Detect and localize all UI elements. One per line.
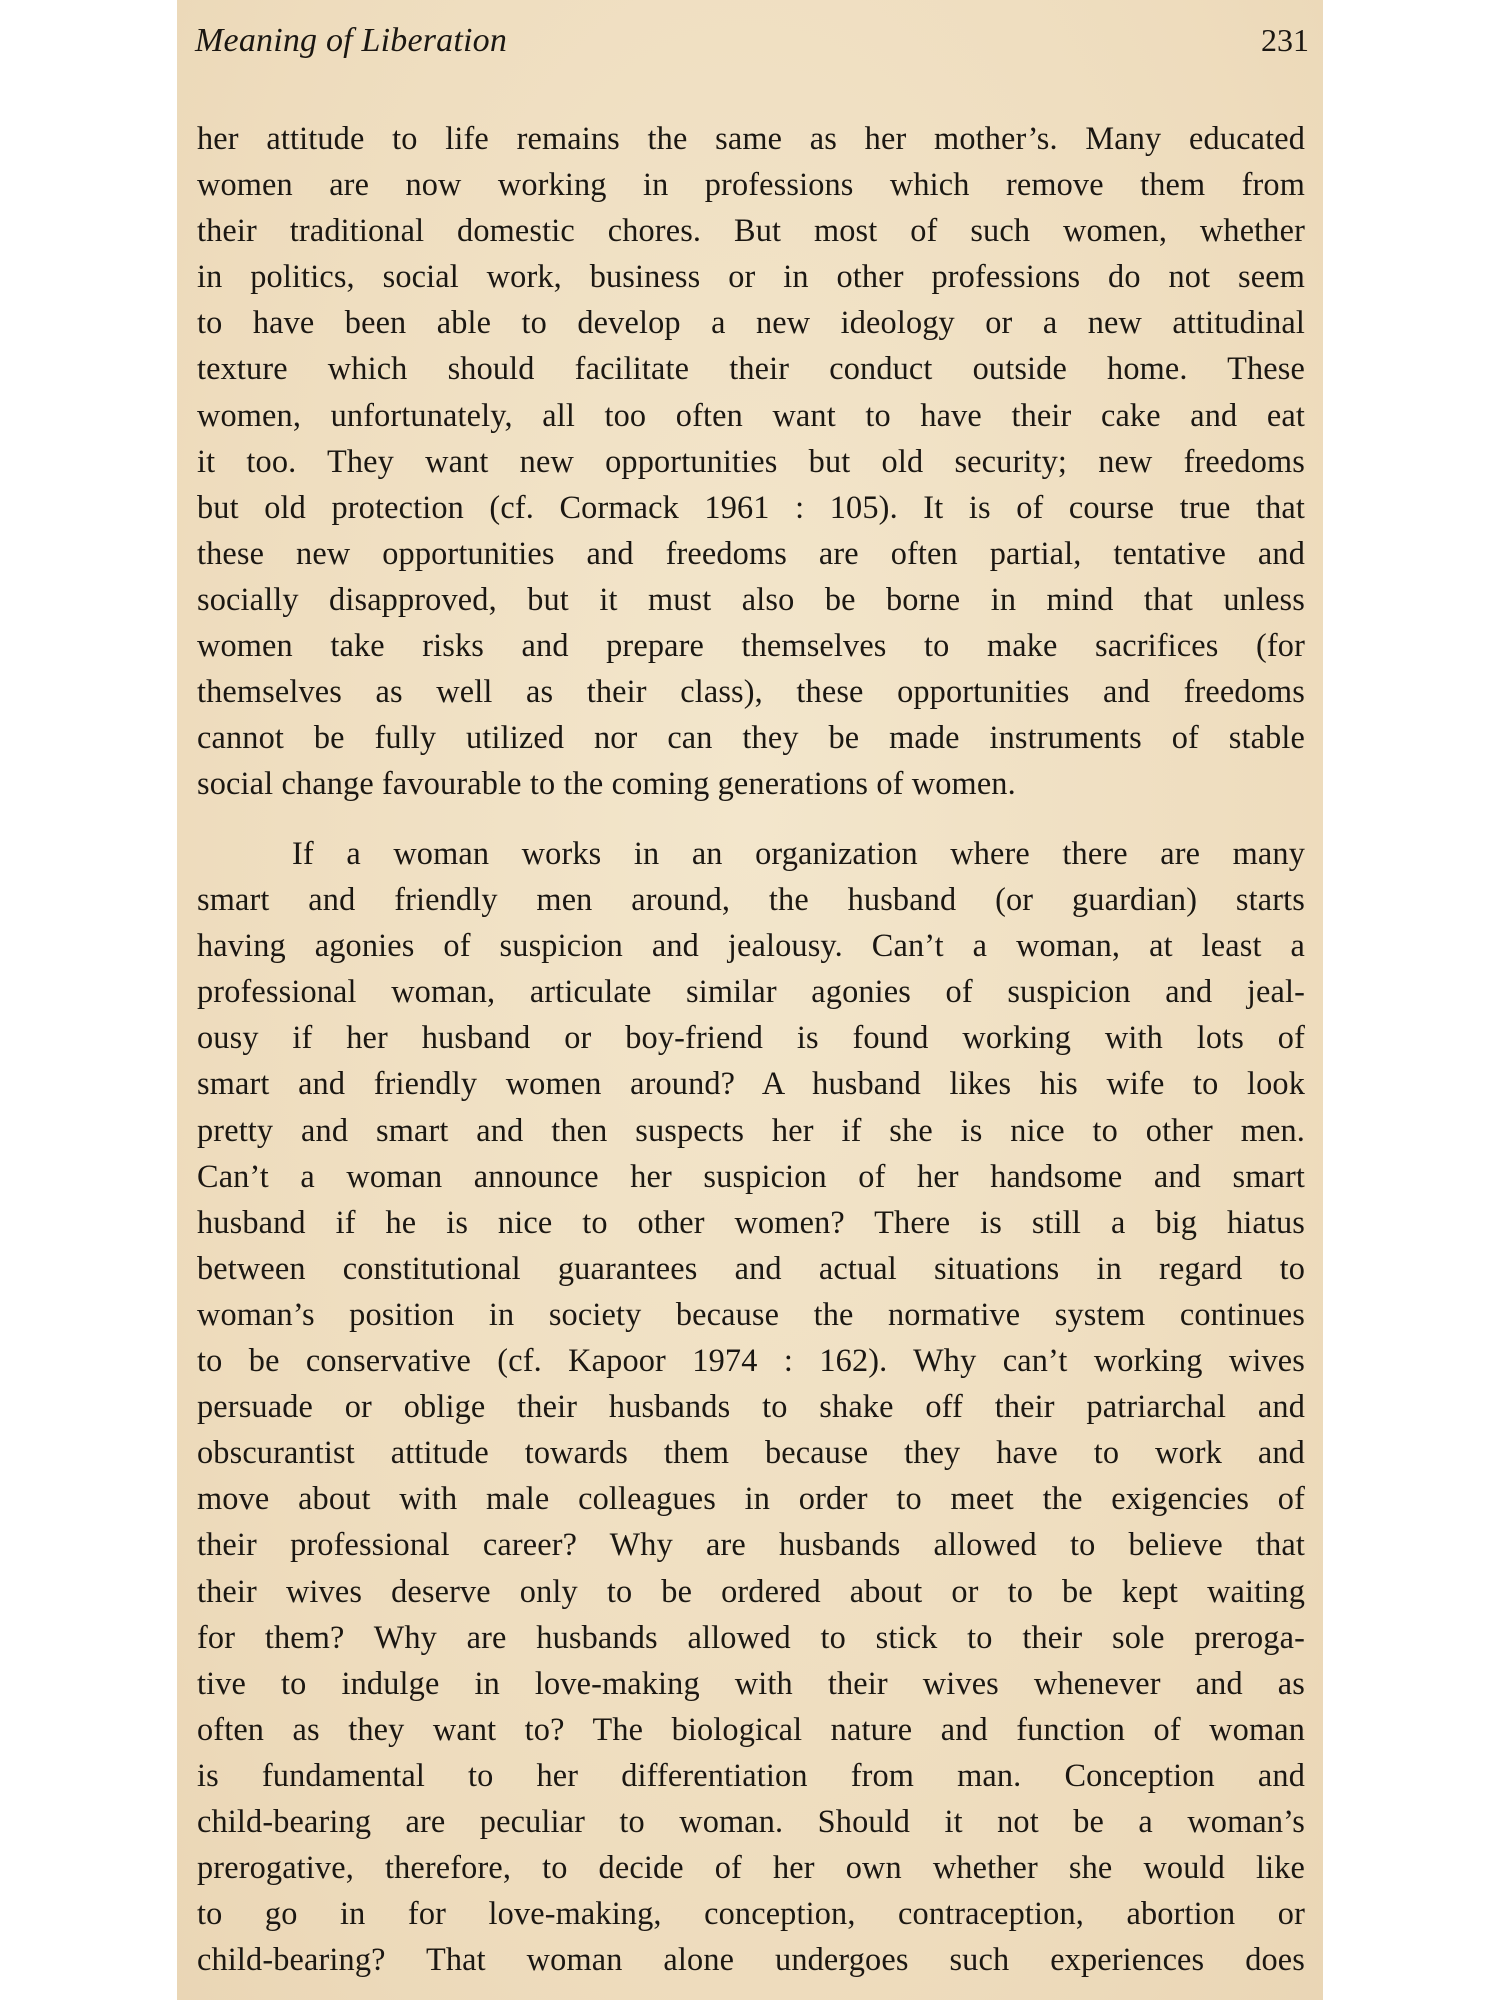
text-line: professional woman, articulate similar agonies of suspicion and jeal- — [197, 973, 1305, 1010]
text-line: often as they want to? The biological nature and function of woman — [197, 1710, 1305, 1747]
text-line: texture which should facilitate their conduct outside home. These — [197, 350, 1305, 387]
text-line: smart and friendly women around? A husband likes his wife to look — [197, 1065, 1305, 1102]
text-line: child-bearing are peculiar to woman. Should it not be a woman’s — [197, 1802, 1305, 1839]
text-line: women take risks and prepare themselves to make sacrifices (for — [197, 627, 1305, 664]
text-line: prerogative, therefore, to decide of her own whether she would like — [197, 1849, 1305, 1886]
text-line: to be conservative (cf. Kapoor 1974 : 162). Why can’t working wives — [197, 1342, 1305, 1379]
paragraph-2 — [197, 830, 1305, 1982]
text-line: is fundamental to her differentiation from man. Conception and — [197, 1756, 1305, 1793]
text-line: these new opportunities and freedoms are often partial, tentative and — [197, 534, 1305, 571]
text-line: their wives deserve only to be ordered about or to be kept waiting — [197, 1572, 1305, 1609]
text-line: pretty and smart and then suspects her if she is nice to other men. — [197, 1111, 1305, 1148]
text-line: themselves as well as their class), these opportunities and freedoms — [197, 673, 1305, 710]
text-line: women, unfortunately, all too often want to have their cake and eat — [197, 396, 1305, 433]
text-line: ousy if her husband or boy-friend is found working with lots of — [197, 1019, 1305, 1056]
paragraph-1 — [197, 115, 1305, 806]
text-line: child-bearing? That woman alone undergoes such experiences does — [197, 1941, 1305, 1978]
text-line: for them? Why are husbands allowed to stick to their sole preroga- — [197, 1618, 1305, 1655]
book-page — [177, 0, 1323, 2000]
text-line: tive to indulge in love-making with their wives whenever and as — [197, 1664, 1305, 1701]
text-line: women are now working in professions which remove them from — [197, 166, 1305, 203]
page-number: 231 — [1261, 22, 1309, 58]
text-line: Can’t a woman announce her suspicion of her handsome and smart — [197, 1157, 1305, 1194]
text-line: their professional career? Why are husbands allowed to believe that — [197, 1526, 1305, 1563]
text-line: social change favourable to the coming generations of women. — [197, 765, 1016, 802]
text-line: their traditional domestic chores. But most of such women, whether — [197, 212, 1305, 249]
text-line: obscurantist attitude towards them because they have to work and — [197, 1434, 1305, 1471]
text-line: her attitude to life remains the same as her mother’s. Many educated — [197, 120, 1305, 156]
text-line: cannot be fully utilized nor can they be made instruments of stable — [197, 719, 1305, 756]
text-line: to go in for love-making, conception, contraception, abortion or — [197, 1895, 1305, 1932]
text-line: but old protection (cf. Cormack 1961 : 105). It is of course true that — [197, 488, 1305, 525]
text-line: socially disapproved, but it must also be borne in mind that unless — [197, 580, 1305, 617]
text-line: in politics, social work, business or in other professions do not seem — [197, 258, 1305, 295]
text-line: smart and friendly men around, the husband (or guardian) starts — [197, 881, 1305, 918]
text-line: If a woman works in an organization where there are many — [292, 835, 1305, 871]
text-line: move about with male colleagues in order to meet the exigencies of — [197, 1480, 1305, 1517]
text-line: persuade or oblige their husbands to shake off their patriarchal and — [197, 1388, 1305, 1425]
text-line: husband if he is nice to other women? There is still a big hiatus — [197, 1203, 1305, 1240]
running-head: Meaning of Liberation — [195, 22, 508, 59]
text-line: to have been able to develop a new ideology or a new attitudinal — [197, 304, 1305, 341]
text-line: between constitutional guarantees and actual situations in regard to — [197, 1249, 1305, 1286]
text-line: woman’s position in society because the normative system continues — [197, 1295, 1305, 1332]
page-header — [195, 22, 1309, 66]
text-line: having agonies of suspicion and jealousy. Can’t a woman, at least a — [197, 927, 1305, 964]
text-line: it too. They want new opportunities but old security; new freedoms — [197, 442, 1305, 479]
